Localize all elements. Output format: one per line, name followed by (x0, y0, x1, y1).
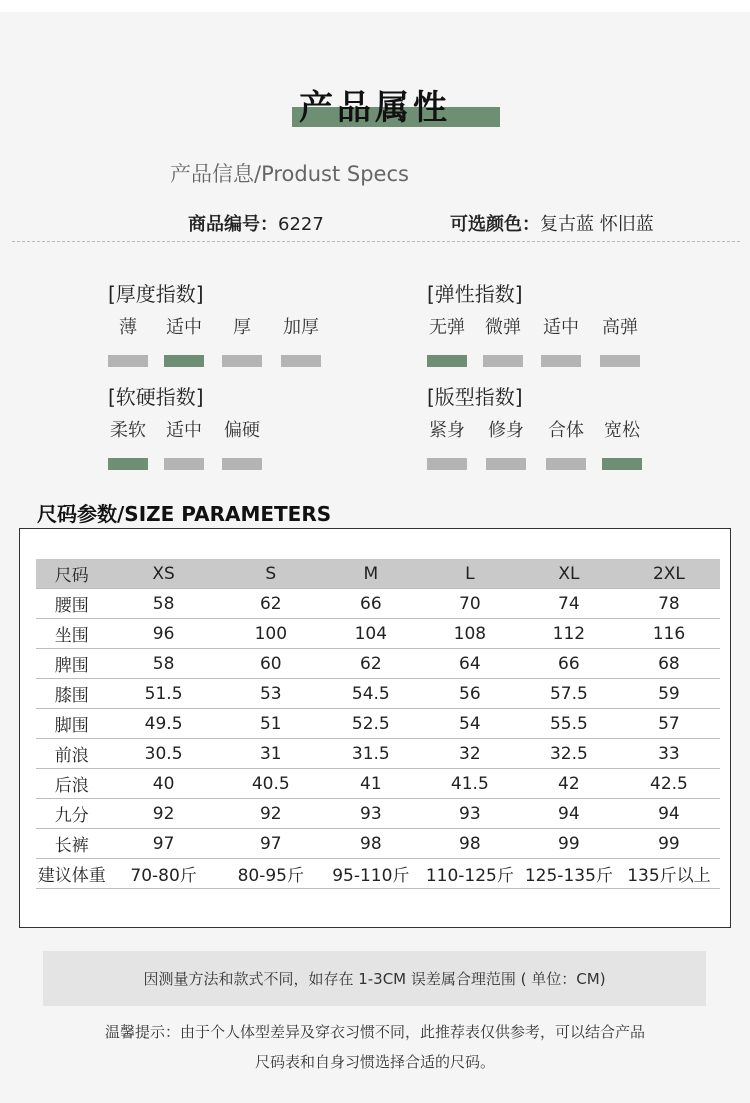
size-table-header-cell: M (322, 559, 420, 589)
table-cell: 99 (618, 829, 720, 859)
table-cell: 70 (420, 589, 520, 619)
table-cell: 58 (107, 649, 219, 679)
attribute-option-label: 修身 (488, 420, 524, 441)
size-table-header (36, 559, 720, 589)
table-cell: 125-135斤 (520, 859, 618, 889)
table-cell: 78 (618, 589, 720, 619)
attribute-title: [厚度指数] (108, 282, 204, 306)
attribute-options (108, 313, 319, 373)
item-number (188, 210, 324, 236)
table-cell: 98 (322, 829, 420, 859)
table-row (36, 709, 720, 739)
table-row (36, 739, 720, 769)
table-cell: 93 (322, 799, 420, 829)
table-cell: 40.5 (220, 769, 322, 799)
table-cell: 108 (420, 619, 520, 649)
page-title-text: 产品属性 (299, 88, 451, 128)
attribute-bar (483, 355, 523, 367)
color-value: 复古蓝 怀旧蓝 (540, 214, 654, 235)
table-cell: 49.5 (107, 709, 219, 739)
attribute-option-label: 适中 (166, 420, 202, 441)
attribute-group (108, 381, 260, 476)
table-row (36, 619, 720, 649)
table-cell: 97 (107, 829, 219, 859)
attribute-option-label: 紧身 (429, 420, 465, 441)
table-cell: 74 (520, 589, 618, 619)
table-cell: 31 (220, 739, 322, 769)
attribute-option-label: 加厚 (283, 317, 319, 338)
table-row-label: 九分 (36, 799, 107, 829)
item-number-label: 商品编号： (188, 214, 278, 235)
specs-title: 产品信息/Produst Specs (170, 162, 409, 186)
table-cell: 66 (322, 589, 420, 619)
table-cell: 57.5 (520, 679, 618, 709)
attribute-option-label: 无弹 (429, 317, 465, 338)
table-cell: 59 (618, 679, 720, 709)
table-cell: 95-110斤 (322, 859, 420, 889)
attribute-bar (600, 355, 640, 367)
table-cell: 94 (520, 799, 618, 829)
attribute-option-label: 宽松 (604, 420, 640, 441)
attribute-group (427, 381, 640, 476)
attribute-bar-selected (427, 355, 467, 367)
attribute-bar (164, 458, 204, 470)
table-cell: 66 (520, 649, 618, 679)
attribute-bar-selected (164, 355, 204, 367)
attribute-title: [软硬指数] (108, 385, 204, 409)
attribute-bar (427, 458, 467, 470)
table-row-label: 腰围 (36, 589, 107, 619)
attribute-bar-selected (108, 458, 148, 470)
attribute-option-label: 合体 (548, 420, 584, 441)
attribute-option-label: 适中 (543, 317, 579, 338)
table-cell: 53 (220, 679, 322, 709)
table-row-label: 前浪 (36, 739, 107, 769)
attribute-options (108, 416, 260, 476)
table-cell: 52.5 (322, 709, 420, 739)
attribute-option-label: 偏硬 (224, 420, 260, 441)
table-cell: 97 (220, 829, 322, 859)
table-cell: 55.5 (520, 709, 618, 739)
table-cell: 32.5 (520, 739, 618, 769)
tip-line-1: 温馨提示：由于个人体型差异及穿衣习惯不同，此推荐表仅供参考，可以结合产品 (104, 1023, 645, 1041)
attribute-bar (222, 458, 262, 470)
size-table-header-cell: L (420, 559, 520, 589)
table-cell: 31.5 (322, 739, 420, 769)
attribute-group (108, 278, 319, 373)
table-cell: 30.5 (107, 739, 219, 769)
table-cell: 33 (618, 739, 720, 769)
attribute-bar (546, 458, 586, 470)
table-cell: 110-125斤 (420, 859, 520, 889)
table-cell: 116 (618, 619, 720, 649)
table-cell: 41.5 (420, 769, 520, 799)
dashed-divider (12, 241, 740, 242)
table-row-label: 脚围 (36, 709, 107, 739)
table-cell: 56 (420, 679, 520, 709)
table-cell: 54.5 (322, 679, 420, 709)
table-cell: 62 (220, 589, 322, 619)
table-cell: 62 (322, 649, 420, 679)
table-cell: 60 (220, 649, 322, 679)
size-table-title: 尺码参数/SIZE PARAMETERS (37, 502, 332, 526)
table-cell: 64 (420, 649, 520, 679)
table-row-label: 长裤 (36, 829, 107, 859)
color-label: 可选颜色： (450, 214, 540, 235)
size-table (36, 559, 720, 889)
attribute-title: [弹性指数] (427, 282, 523, 306)
table-cell: 70-80斤 (107, 859, 219, 889)
table-cell: 32 (420, 739, 520, 769)
table-row-label: 后浪 (36, 769, 107, 799)
table-cell: 135斤以上 (618, 859, 720, 889)
attribute-option-label: 高弹 (602, 317, 638, 338)
table-row-label: 膝围 (36, 679, 107, 709)
table-cell: 80-95斤 (220, 859, 322, 889)
attribute-title: [版型指数] (427, 385, 523, 409)
table-cell: 41 (322, 769, 420, 799)
attribute-option-label: 微弹 (485, 317, 521, 338)
size-table-header-cell: 尺码 (36, 559, 107, 589)
table-cell: 51.5 (107, 679, 219, 709)
size-table-box (19, 528, 731, 928)
size-table-body (36, 589, 720, 889)
attribute-group (427, 278, 638, 373)
top-strip (0, 0, 750, 12)
table-row (36, 799, 720, 829)
table-cell: 51 (220, 709, 322, 739)
page-title (0, 80, 750, 130)
attribute-bar (486, 458, 526, 470)
table-row (36, 769, 720, 799)
size-table-header-cell: 2XL (618, 559, 720, 589)
measurement-note (43, 951, 706, 1006)
table-row (36, 589, 720, 619)
attribute-bar-selected (602, 458, 642, 470)
table-cell: 92 (107, 799, 219, 829)
table-cell: 92 (220, 799, 322, 829)
table-row (36, 859, 720, 889)
table-cell: 98 (420, 829, 520, 859)
table-cell: 104 (322, 619, 420, 649)
size-table-header-cell: XL (520, 559, 618, 589)
measurement-note-text: 因测量方法和款式不同，如存在 1-3CM 误差属合理范围 ( 单位：CM) (143, 970, 606, 988)
table-cell: 68 (618, 649, 720, 679)
table-row (36, 679, 720, 709)
table-row-label: 坐围 (36, 619, 107, 649)
attribute-option-label: 薄 (119, 317, 137, 338)
size-table-header-cell: XS (107, 559, 219, 589)
table-cell: 94 (618, 799, 720, 829)
attribute-option-label: 厚 (233, 317, 251, 338)
table-cell: 112 (520, 619, 618, 649)
table-cell: 93 (420, 799, 520, 829)
table-cell: 42 (520, 769, 618, 799)
attribute-options (427, 416, 640, 476)
table-cell: 99 (520, 829, 618, 859)
table-cell: 54 (420, 709, 520, 739)
table-cell: 42.5 (618, 769, 720, 799)
table-cell: 57 (618, 709, 720, 739)
attribute-options (427, 313, 638, 373)
attribute-bar (108, 355, 148, 367)
table-row-label: 脾围 (36, 649, 107, 679)
table-cell: 100 (220, 619, 322, 649)
table-row (36, 829, 720, 859)
color-options (450, 210, 654, 236)
attribute-option-label: 适中 (166, 317, 202, 338)
size-table-header-cell: S (220, 559, 322, 589)
attribute-bar (281, 355, 321, 367)
table-row-label: 建议体重 (36, 859, 107, 889)
table-cell: 96 (107, 619, 219, 649)
attribute-bar (541, 355, 581, 367)
table-row (36, 649, 720, 679)
attribute-bar (222, 355, 262, 367)
item-number-value: 6227 (278, 214, 324, 235)
tip-line-2: 尺码表和自身习惯选择合适的尺码。 (254, 1053, 495, 1071)
table-cell: 58 (107, 589, 219, 619)
attribute-option-label: 柔软 (110, 420, 146, 441)
table-cell: 40 (107, 769, 219, 799)
